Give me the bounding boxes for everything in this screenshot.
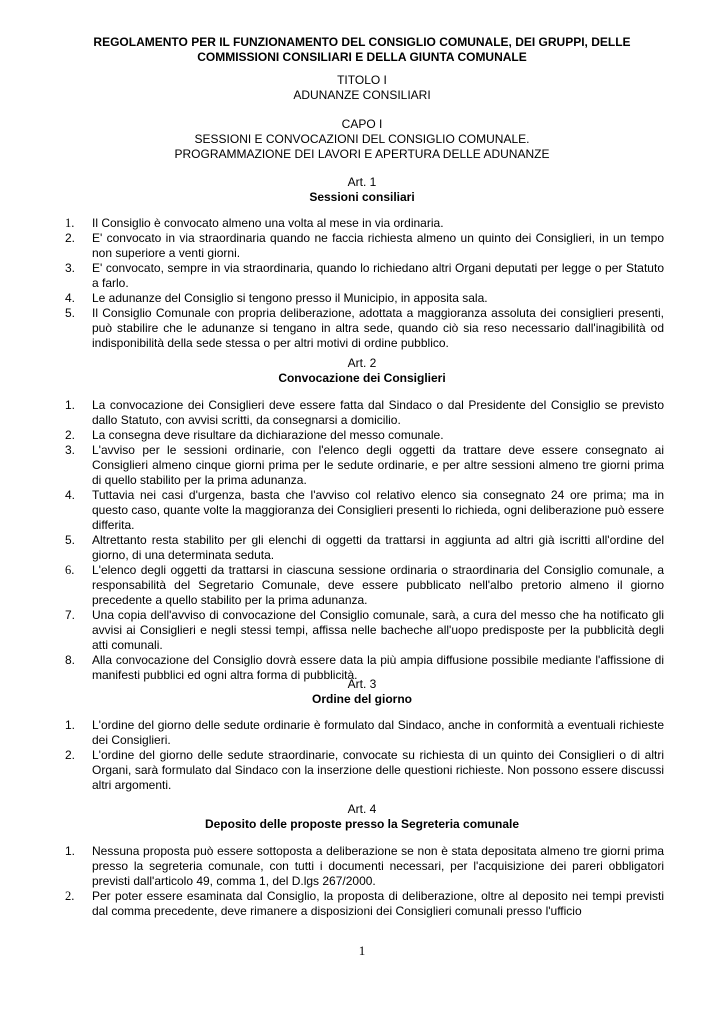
article-3 bbox=[60, 677, 664, 707]
item-number: 1. bbox=[65, 844, 76, 858]
item-text: L'ordine del giorno delle sedute straordinarie, convocate su richiesta di un quinto dei Consiglieri o di altri Organi, sarà formulato dal Sindaco con la inserzione delle questioni richieste. Non possono essere discussi altri argomenti. bbox=[92, 748, 664, 792]
article-heading: Sessioni consiliari bbox=[309, 190, 415, 204]
list-item bbox=[60, 306, 664, 351]
item-text: L'ordine del giorno delle sedute ordinarie è formulato dal Sindaco, anche in conformità a eventuali richieste dei Consiglieri. bbox=[92, 718, 664, 747]
item-number: 4. bbox=[65, 291, 76, 305]
title-line-2: COMMISSIONI CONSILIARI E DELLA GIUNTA COMUNALE bbox=[197, 50, 527, 64]
item-number: 1. bbox=[65, 398, 76, 412]
item-number: 2. bbox=[65, 889, 75, 903]
list-item bbox=[60, 428, 664, 443]
article-number: Art. 2 bbox=[347, 356, 377, 370]
list-item bbox=[60, 563, 664, 608]
capo-line-2: PROGRAMMAZIONE DEI LAVORI E APERTURA DELLE ADUNANZE bbox=[174, 147, 550, 161]
item-text: La convocazione dei Consiglieri deve essere fatta dal Sindaco o dal Presidente del Consiglio se previsto dallo Statuto, con avvisi scritti, da consegnarsi a domicilio. bbox=[92, 398, 664, 427]
item-text: L'elenco degli oggetti da trattarsi in ciascuna sessione ordinaria o straordinaria del Consiglio comunale, a responsabilità del Segretario Comunale, deve essere pubblicato nell'albo pretorio almeno il giorno precedente a quello stabilito per la prima adunanza. bbox=[92, 563, 664, 607]
list-item bbox=[60, 608, 664, 653]
list-item bbox=[60, 231, 664, 261]
article-2 bbox=[60, 356, 664, 386]
item-number: 3. bbox=[65, 261, 76, 275]
titolo-name: ADUNANZE CONSILIARI bbox=[293, 88, 431, 102]
list-item bbox=[60, 261, 664, 291]
list-item bbox=[60, 748, 664, 793]
item-number: 2. bbox=[65, 428, 76, 442]
list-item bbox=[60, 398, 664, 428]
item-number: 2. bbox=[65, 231, 76, 245]
list-item bbox=[60, 488, 664, 533]
article-1 bbox=[60, 175, 664, 205]
item-number: 8. bbox=[65, 653, 76, 667]
article-1-list bbox=[60, 216, 664, 351]
article-number: Art. 3 bbox=[347, 677, 377, 691]
list-item bbox=[60, 291, 664, 306]
article-heading: Deposito delle proposte presso la Segreteria comunale bbox=[204, 817, 520, 831]
list-item bbox=[60, 889, 664, 919]
item-number: 2. bbox=[65, 748, 76, 762]
capo-label: CAPO I bbox=[341, 117, 383, 131]
item-text: La consegna deve risultare da dichiarazione del messo comunale. bbox=[92, 428, 444, 442]
list-item bbox=[60, 533, 664, 563]
item-number: 5. bbox=[65, 306, 76, 320]
article-number: Art. 4 bbox=[347, 802, 377, 816]
item-number: 5. bbox=[65, 533, 76, 547]
item-text: Il Consiglio Comunale con propria deliberazione, adottata a maggioranza assoluta dei consiglieri presenti, può stabilire che le adunanze si tengano in altra sede, quando ciò sia reso necessario dall'inagibilità od indisponibilità della sede stessa o per altri motivi di ordine pubblico. bbox=[92, 306, 664, 350]
article-heading: Ordine del giorno bbox=[311, 692, 412, 706]
capo-heading bbox=[60, 117, 664, 162]
list-item bbox=[60, 718, 664, 748]
list-item bbox=[60, 844, 664, 889]
item-text: L'avviso per le sessioni ordinarie, con l'elenco degli oggetti da trattare deve essere consegnato ai Consiglieri almeno cinque giorni prima per le sedute ordinarie, e per altre sessioni almeno tre giorni prima di quello stabilito per la prima adunanza. bbox=[92, 443, 664, 487]
item-number: 4. bbox=[65, 488, 76, 502]
article-4-list bbox=[60, 844, 664, 919]
list-item bbox=[60, 216, 664, 231]
item-text: Altrettanto resta stabilito per gli elenchi di oggetti da trattarsi in aggiunta ad altri già iscritti all'ordine del giorno, di una determinata seduta. bbox=[92, 533, 664, 562]
title-line-1: REGOLAMENTO PER IL FUNZIONAMENTO DEL CONSIGLIO COMUNALE, DEI GRUPPI, DELLE bbox=[93, 35, 631, 49]
article-2-list bbox=[60, 398, 664, 683]
item-text: Alla convocazione del Consiglio dovrà essere data la più ampia diffusione possibile mediante l'affissione di manifesti pubblici ed ogni altra forma di pubblicità. bbox=[92, 653, 664, 682]
document-title bbox=[60, 35, 664, 65]
titolo-heading bbox=[60, 73, 664, 103]
article-4 bbox=[60, 802, 664, 832]
list-item bbox=[60, 443, 664, 488]
item-text: Il Consiglio è convocato almeno una volta al mese in via ordinaria. bbox=[92, 216, 444, 230]
item-number: 1. bbox=[65, 718, 76, 732]
article-number: Art. 1 bbox=[347, 175, 377, 189]
page-number: 1 bbox=[358, 943, 366, 958]
item-number: 1. bbox=[65, 216, 75, 230]
titolo-label: TITOLO I bbox=[337, 73, 387, 87]
item-number: 3. bbox=[65, 443, 76, 457]
article-heading: Convocazione dei Consiglieri bbox=[278, 371, 446, 385]
item-text: Una copia dell'avviso di convocazione del Consiglio comunale, sarà, a cura del messo che ha notificato gli avvisi ai Consiglieri e negli stessi tempi, affissa nelle bacheche all'uopo predisposte per la pubblicità degli atti comunali. bbox=[92, 608, 664, 652]
capo-line-1: SESSIONI E CONVOCAZIONI DEL CONSIGLIO COMUNALE. bbox=[194, 132, 530, 146]
item-number: 7. bbox=[65, 608, 76, 622]
item-text: Le adunanze del Consiglio si tengono presso il Municipio, in apposita sala. bbox=[92, 291, 488, 305]
item-text: Tuttavia nei casi d'urgenza, basta che l'avviso col relativo elenco sia consegnato 24 ore prima; ma in questo caso, quante volte la maggioranza dei Consiglieri presenti lo richieda, ogni deliberazione può essere differita. bbox=[92, 488, 664, 532]
item-number: 6. bbox=[65, 563, 75, 577]
item-text: E' convocato, sempre in via straordinaria, quando lo richiedano altri Organi deputati per legge o per Statuto a farlo. bbox=[92, 261, 664, 290]
item-text: E' convocato in via straordinaria quando ne faccia richiesta almeno un quinto dei Consiglieri, in un tempo non superiore a venti giorni. bbox=[92, 231, 664, 260]
item-text: Nessuna proposta può essere sottoposta a deliberazione se non è stata depositata almeno tre giorni prima presso la segreteria comunale, con tutti i documenti necessari, per l'acquisizione dei pareri obbligatori previsti dall'articolo 49, comma 1, del D.lgs 267/2000. bbox=[92, 844, 664, 888]
article-3-list bbox=[60, 718, 664, 793]
item-text: Per poter essere esaminata dal Consiglio, la proposta di deliberazione, oltre al deposito nei tempi previsti dal comma precedente, deve rimanere a disposizioni dei Consiglieri comunali presso l'ufficio bbox=[92, 889, 664, 918]
